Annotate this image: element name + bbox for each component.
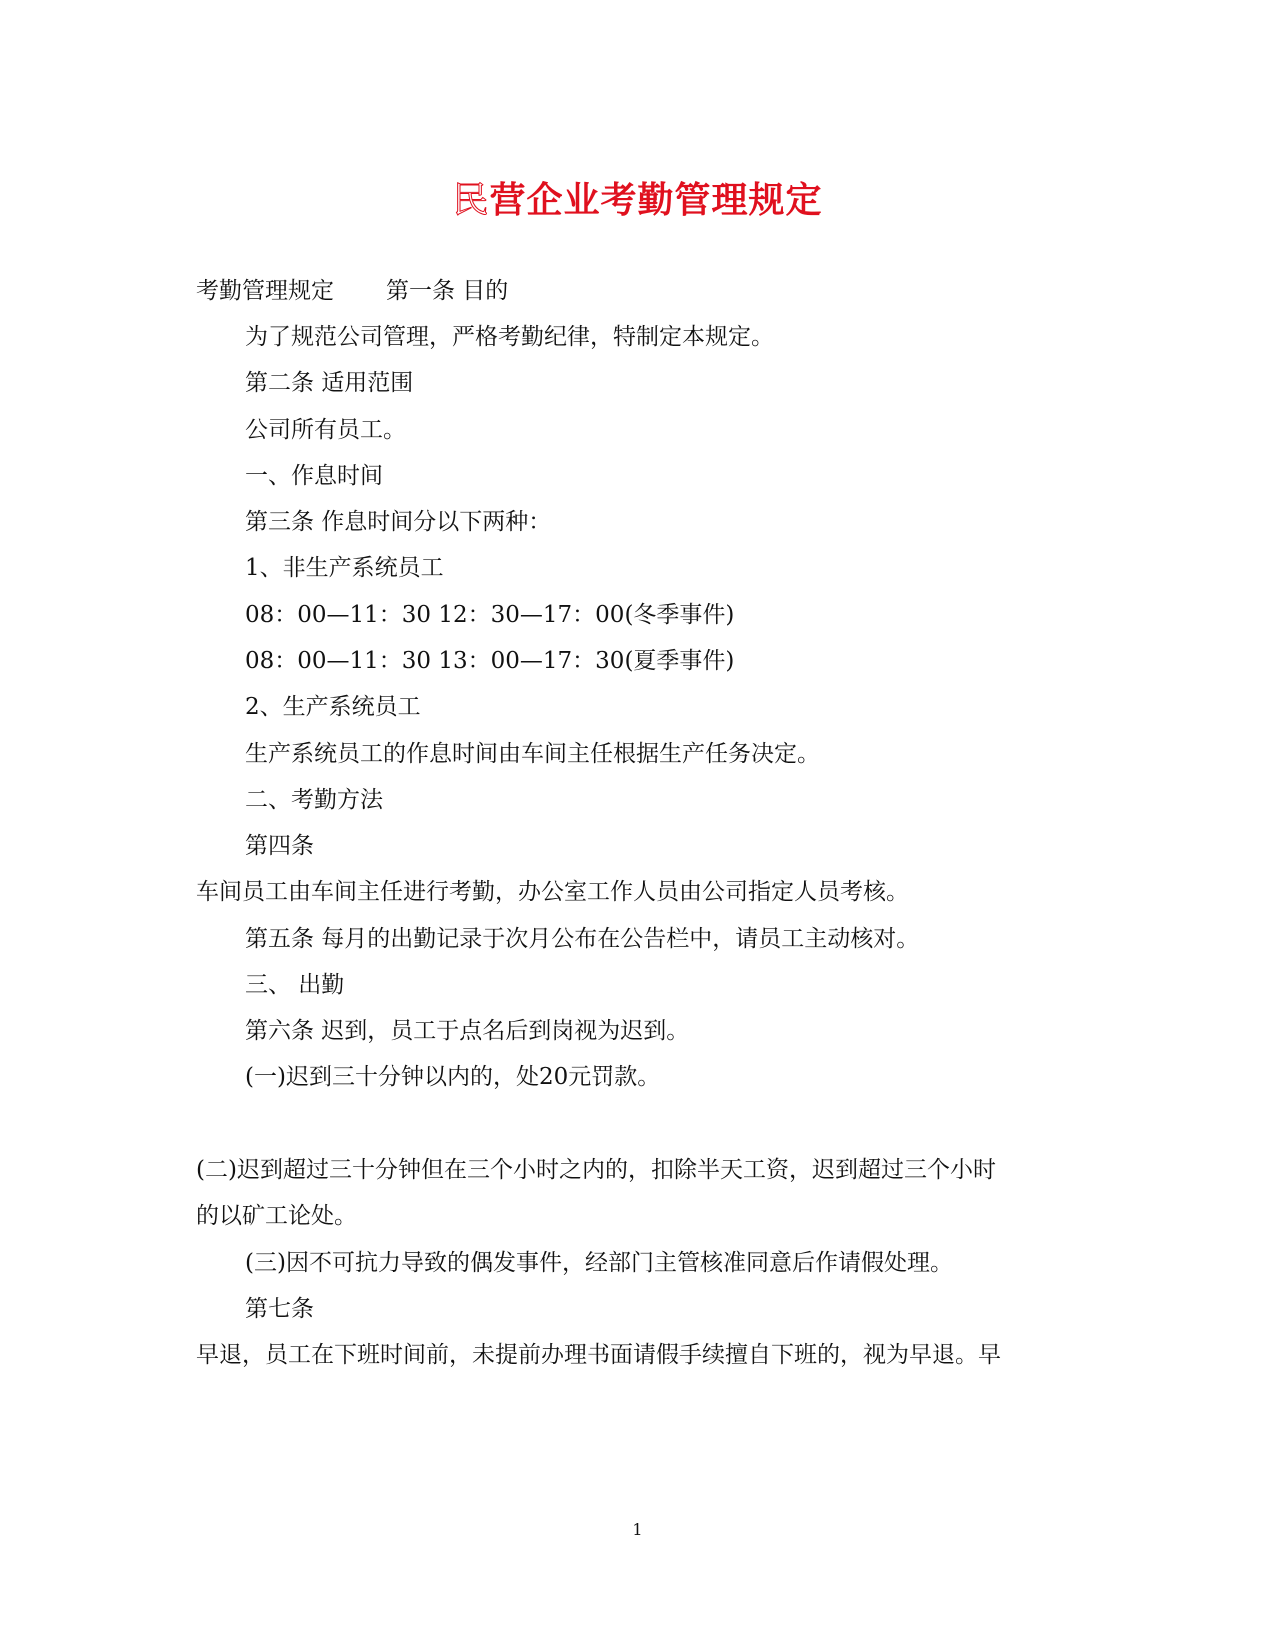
text-line: 08：00—11：30 12：30—17：00(冬季事件) [245, 602, 735, 628]
article-heading: 第一条 目的 [386, 278, 509, 304]
text-line: 一、作息时间 [245, 463, 383, 489]
text-line: 第七条 [245, 1296, 314, 1322]
document-title [0, 178, 1275, 223]
text-line: 第六条 迟到，员工于点名后到岗视为迟到。 [245, 1018, 690, 1044]
title-rest: 营企业考勤管理规定 [489, 179, 823, 221]
text-line: 第五条 每月的出勤记录于次月公布在公告栏中，请员工主动核对。 [245, 926, 920, 952]
page-number: 1 [632, 1520, 643, 1539]
text-line: 第二条 适用范围 [245, 370, 414, 396]
text-line: 第四条 [245, 833, 314, 859]
text-line: 二、考勤方法 [245, 787, 383, 813]
text-line [196, 276, 508, 306]
text-line: 早退，员工在下班时间前，未提前办理书面请假手续擅自下班的，视为早退。早 [196, 1342, 1001, 1368]
text-line: (二)迟到超过三十分钟但在三个小时之内的，扣除半天工资，迟到超过三个小时 [196, 1157, 996, 1183]
text-line: (一)迟到三十分钟以内的，处20元罚款。 [245, 1064, 661, 1090]
text-line: 2、生产系统员工 [245, 694, 421, 720]
text-line: 车间员工由车间主任进行考勤，办公室工作人员由公司指定人员考核。 [196, 879, 909, 905]
title-first-char: 民 [452, 180, 490, 221]
text-line: 三、 出勤 [245, 972, 345, 998]
text-line: 为了规范公司管理，严格考勤纪律，特制定本规定。 [245, 324, 774, 350]
section-label: 考勤管理规定 [196, 278, 334, 304]
text-line: 1、非生产系统员工 [245, 555, 444, 581]
text-line: 08：00—11：30 13：00—17：30(夏季事件) [245, 648, 735, 674]
text-line: (三)因不可抗力导致的偶发事件，经部门主管核准同意后作请假处理。 [245, 1250, 953, 1276]
text-line: 生产系统员工的作息时间由车间主任根据生产任务决定。 [245, 741, 820, 767]
text-line: 公司所有员工。 [245, 417, 406, 443]
text-line: 第三条 作息时间分以下两种： [245, 509, 552, 535]
text-line: 的以矿工论处。 [196, 1203, 357, 1229]
